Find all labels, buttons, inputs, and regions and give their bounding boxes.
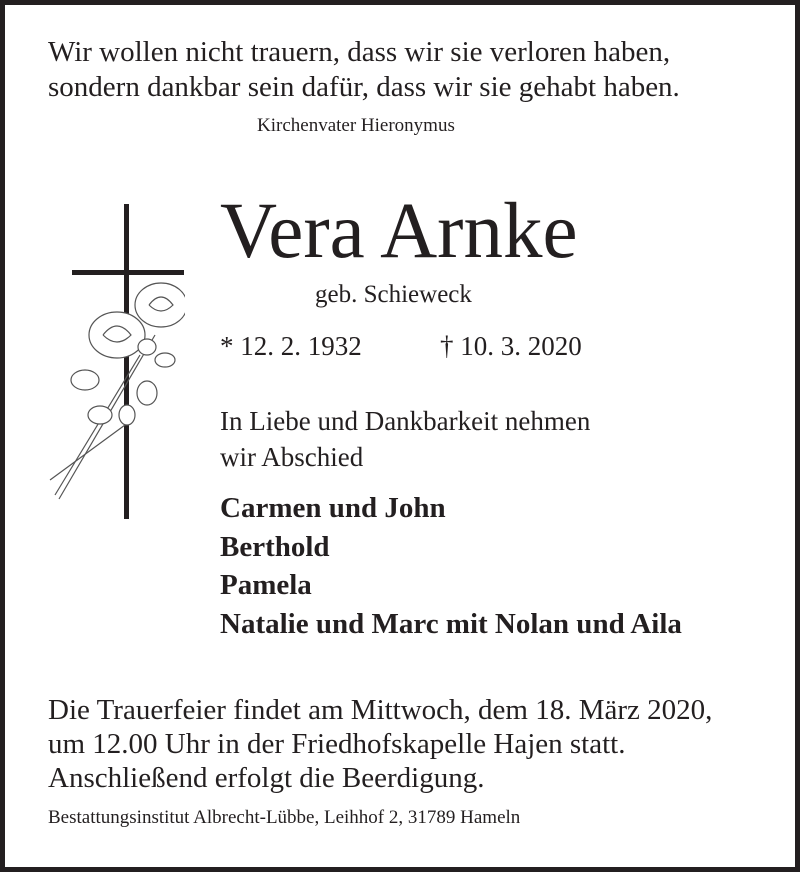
mourner: Carmen und John (220, 492, 446, 524)
quote-author: Kirchenvater Hieronymus (257, 115, 455, 136)
service-line-3: Anschließend erfolgt die Beerdigung. (48, 762, 485, 794)
service-line-1: Die Trauerfeier findet am Mittwoch, dem 18. März 2020, (48, 694, 713, 726)
maiden-name: geb. Schieweck (315, 281, 472, 308)
funeral-home: Bestattungsinstitut Albrecht-Lübbe, Leihhof 2, 31789 Hameln (48, 807, 521, 828)
service-line-2: um 12.00 Uhr in der Friedhofskapelle Hajen statt. (48, 728, 626, 760)
quote-line-2: sondern dankbar sein dafür, dass wir sie gehabt haben. (48, 71, 680, 103)
deceased-name: Vera Arnke (220, 188, 578, 275)
mourner: Pamela (220, 569, 312, 601)
farewell-line-1: In Liebe und Dankbarkeit nehmen (220, 406, 591, 436)
birth-date: * 12. 2. 1932 (220, 331, 362, 361)
mourner: Natalie und Marc mit Nolan und Aila (220, 608, 682, 640)
quote-line-1: Wir wollen nicht trauern, dass wir sie verloren haben, (48, 36, 671, 68)
farewell-line-2: wir Abschied (220, 442, 364, 472)
death-date: † 10. 3. 2020 (440, 331, 582, 361)
mourner: Berthold (220, 531, 330, 563)
roses-icon (45, 275, 185, 505)
